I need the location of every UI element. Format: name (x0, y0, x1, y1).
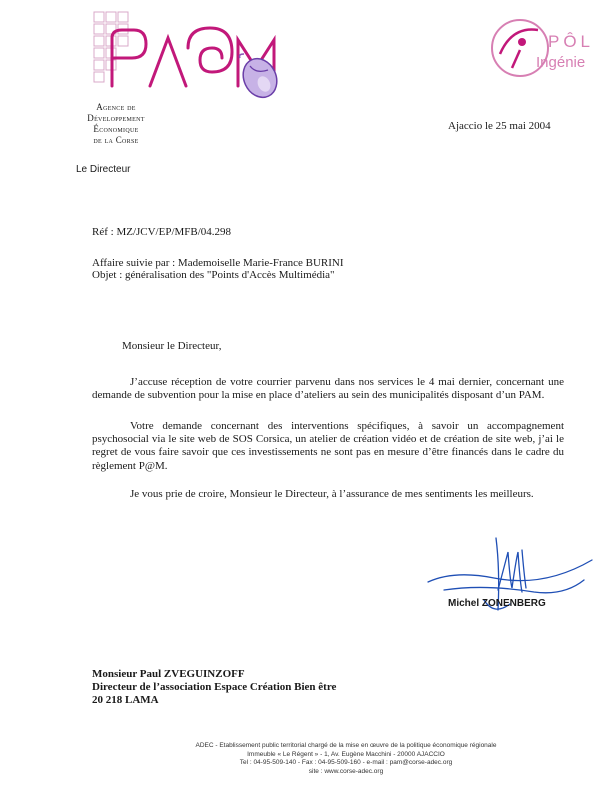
footer-line-1: ADEC - Etablissement public territorial chargé de la mise en œuvre de la politique économique régionale (195, 742, 497, 749)
computer-mouse-icon (236, 52, 282, 100)
agency-line-1: Agence de (96, 102, 136, 112)
recipient-name: Monsieur Paul ZVEGUINZOFF (92, 668, 245, 680)
place-date: Ajaccio le 25 mai 2004 (448, 120, 551, 132)
signatory-name: Michel ZONENBERG (448, 598, 546, 609)
agency-line-4: de la Corse (93, 135, 139, 145)
pole-logo (486, 8, 612, 88)
paragraph-1: J’accuse réception de votre courrier parvenu dans nos services le 4 mai dernier, concernant une demande de subvention pour la mise en place d’ateliers au sein des municipalités disposant d’un PAM. (92, 376, 564, 402)
followed-by: Affaire suivie par : Mademoiselle Marie-France BURINI (92, 257, 344, 269)
footer-line-4: site : www.corse-adec.org (308, 767, 384, 775)
recipient-address: 20 218 LAMA (92, 694, 159, 706)
pole-logo-icon (486, 8, 556, 88)
footer-line-2: Immeuble « Le Régent » - 1, Av. Eugène Macchini - 20000 AJACCIO (247, 750, 445, 758)
agency-name (64, 102, 168, 146)
director-label: Le Directeur (76, 164, 131, 175)
footer (126, 742, 566, 776)
pole-brand-line-1: PÔL (548, 32, 595, 51)
reference: Réf : MZ/JCV/EP/MFB/04.298 (92, 226, 232, 238)
salutation: Monsieur le Directeur, (122, 340, 222, 352)
paragraph-3: Je vous prie de croire, Monsieur le Directeur, à l’assurance de mes sentiments les meilleurs. (130, 488, 534, 500)
pole-brand-line-2: Ingénie (536, 54, 586, 71)
agency-line-3: Économique (93, 124, 139, 134)
subject: Objet : généralisation des "Points d'Accès Multimédia" (92, 269, 335, 281)
footer-line-3: Tel : 04-95-509-140 - Fax : 04-95-509-160 - e-mail : pam@corse-adec.org (239, 759, 453, 767)
paragraph-2: Votre demande concernant des interventions spécifiques, à savoir un accompagnement psychosocial via le site web de SOS Corsica, un atelier de création vidéo et de création de site web, j’ai le regret de vous faire savoir que ces investissements ne sont pas en mesure d’être financés dans le cadre du règlement P@M. (92, 420, 564, 472)
agency-line-2: Développement (87, 113, 145, 123)
recipient-role: Directeur de l’association Espace Création Bien être (92, 681, 337, 693)
